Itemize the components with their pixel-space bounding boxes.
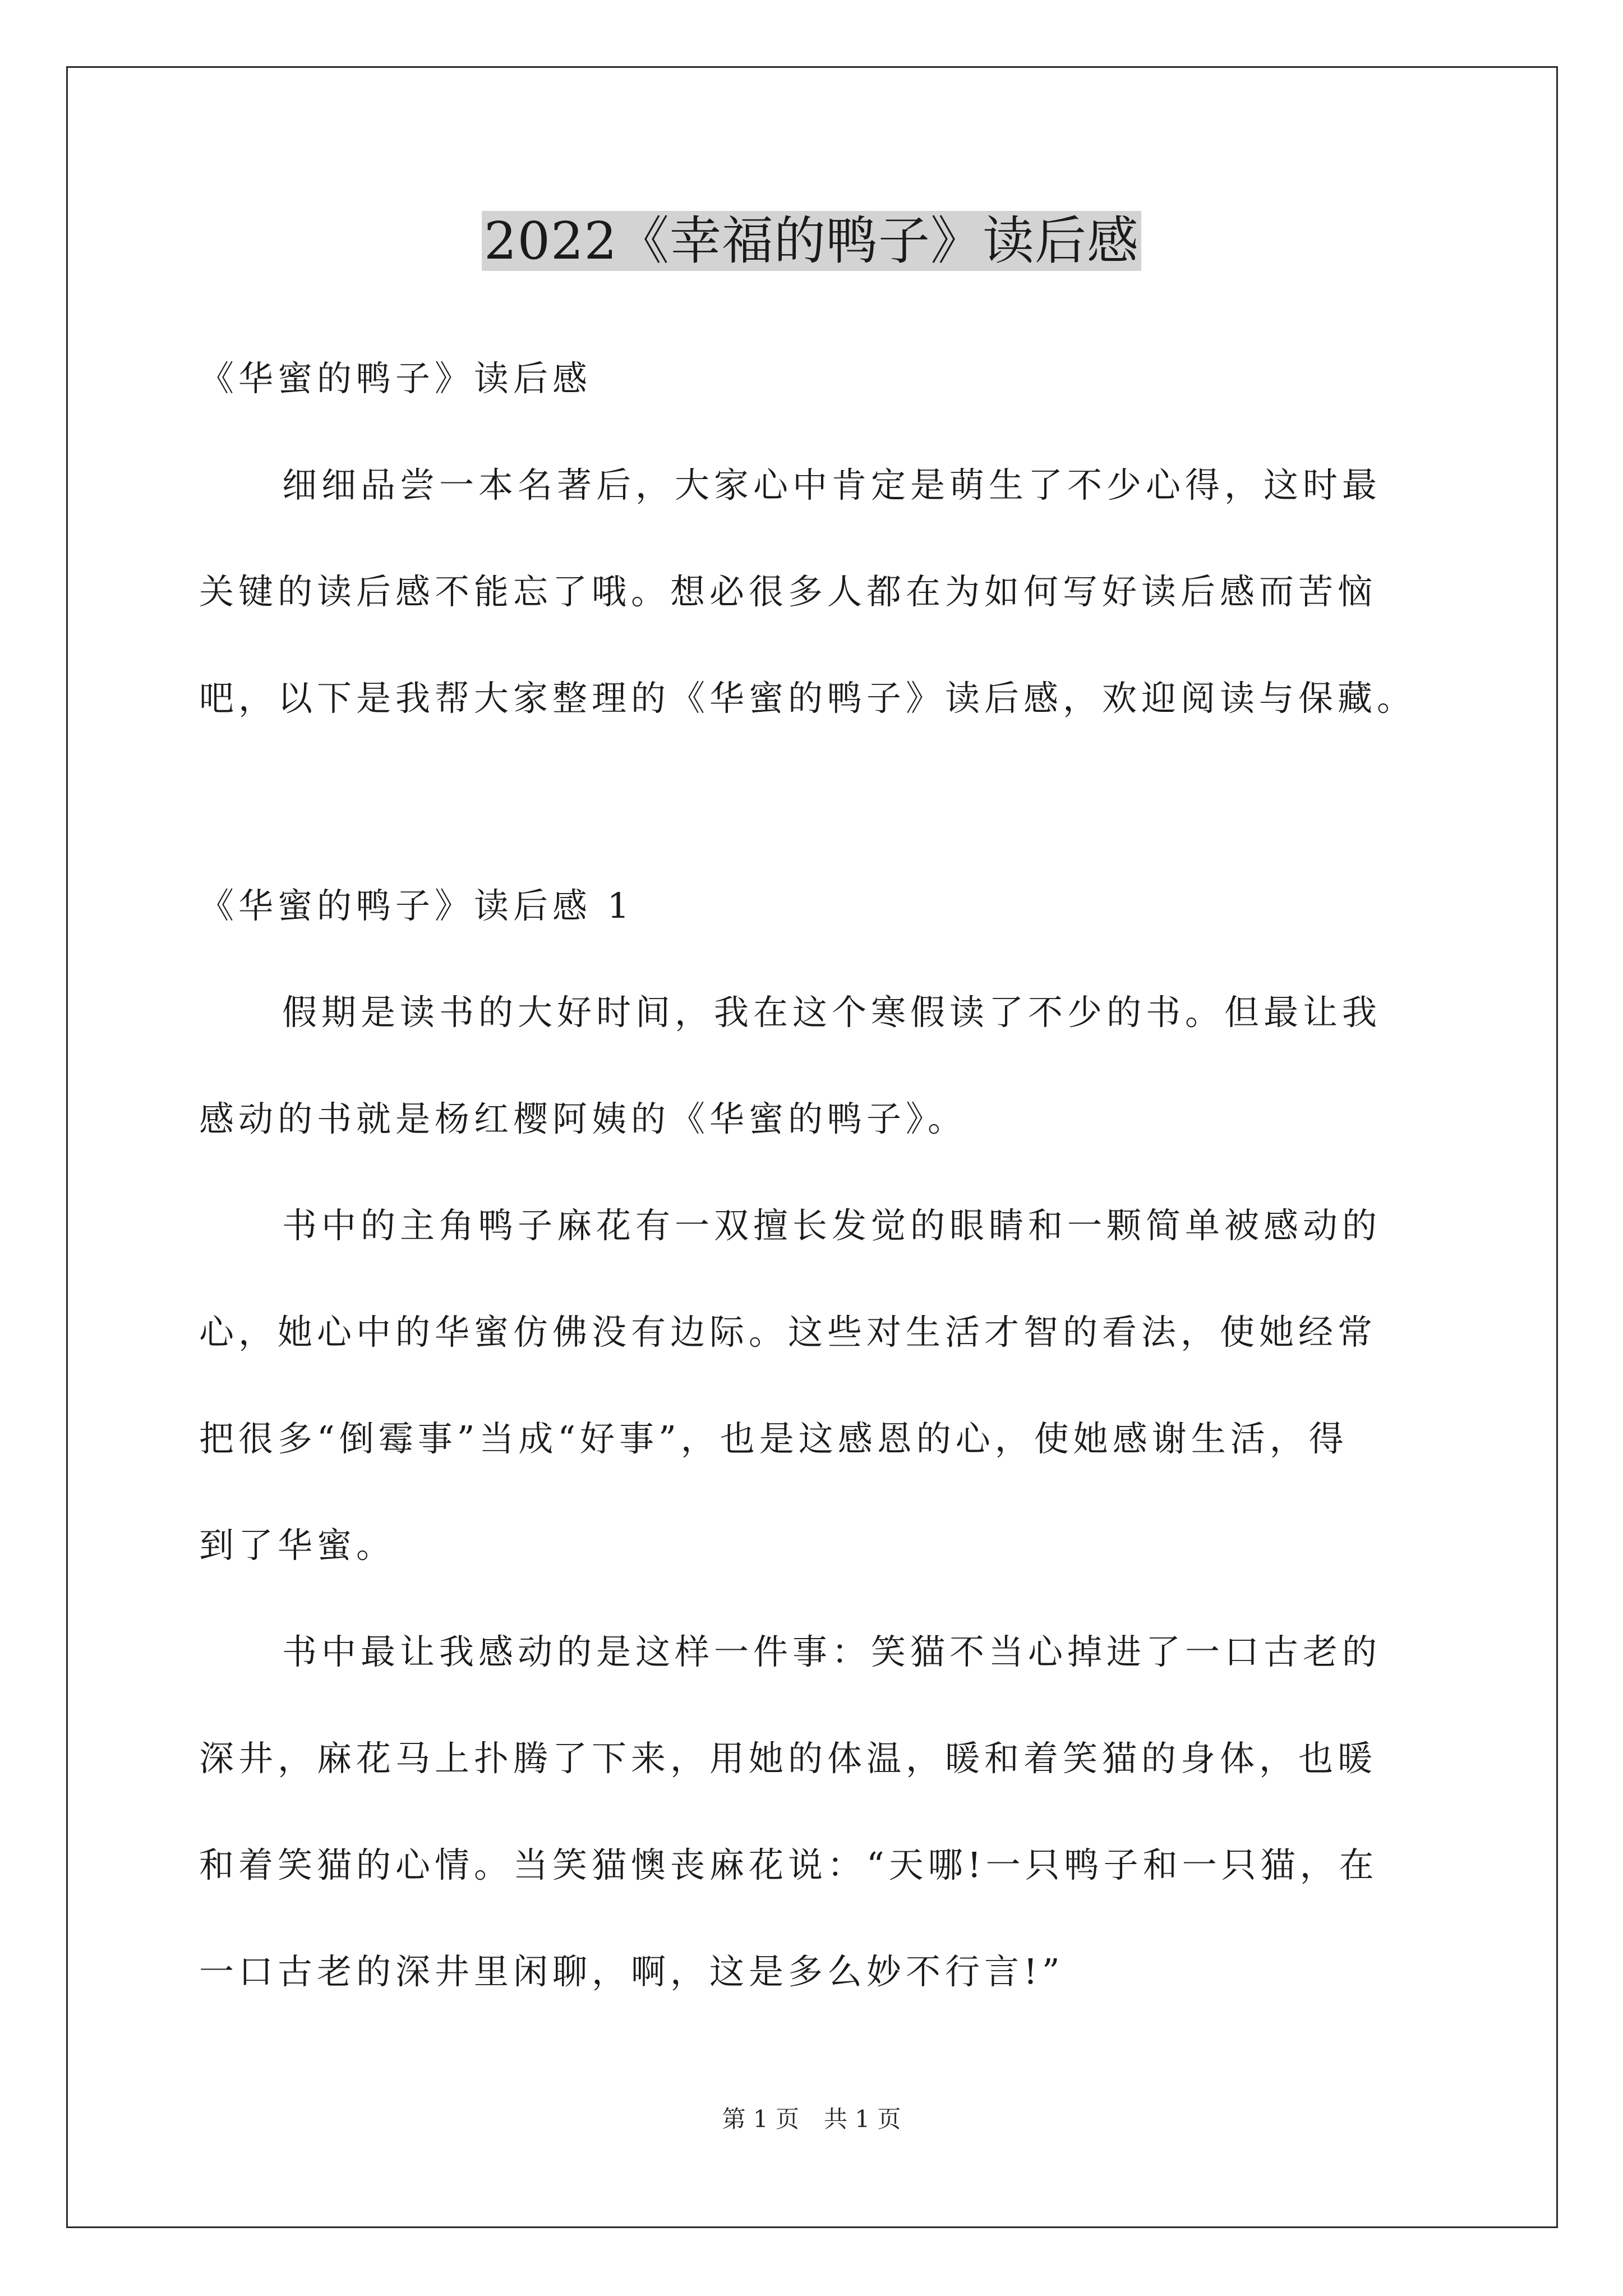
intro-line-3: 吧，以下是我帮大家整理的《华蜜的鸭子》读后感，欢迎阅读与保藏。 [199,678,1417,719]
page-total: 共 1 页 [824,2105,901,2133]
para2-line-4: 到了华蜜。 [199,1525,396,1566]
para3-line-3: 和着笑猫的心情。当笑猫懊丧麻花说：“天哪!一只鸭子和一只猫，在 [199,1844,1378,1885]
intro-line-1: 细细品尝一本名著后，大家心中肯定是萌生了不少心得，这时最 [282,464,1382,505]
para2-line-1: 书中的主角鸭子麻花有一双擅长发觉的眼睛和一颗简单被感动的 [282,1205,1382,1246]
para2-line-3: 把很多“倒霉事”当成“好事”，也是这感恩的心，使她感谢生活，得 [199,1418,1348,1459]
section-heading: 《华蜜的鸭子》读后感 1 [199,885,634,926]
intro-line-2: 关键的读后感不能忘了哦。想必很多人都在为如何写好读后感而苦恼 [199,571,1377,612]
para3-line-4: 一口古老的深井里闲聊，啊，这是多么妙不行言!” [199,1951,1064,1992]
para1-line-2: 感动的书就是杨红樱阿姨的《华蜜的鸭子》。 [199,1098,967,1139]
para1-line-1: 假期是读书的大好时间，我在这个寒假读了不少的书。但最让我 [282,992,1382,1033]
para3-line-1: 书中最让我感动的是这样一件事：笑猫不当心掉进了一口古老的 [282,1631,1382,1672]
document-title-text: 2022《幸福的鸭子》读后感 [482,211,1141,271]
document-title [0,202,1623,280]
subtitle: 《华蜜的鸭子》读后感 [199,358,592,399]
para2-line-2: 心，她心中的华蜜仿佛没有边际。这些对生活才智的看法，使她经常 [199,1312,1377,1352]
page-footer [0,2102,1623,2136]
page-number: 第 1 页 [722,2105,799,2133]
para3-line-2: 深井，麻花马上扑腾了下来，用她的体温，暖和着笑猫的身体，也暖 [199,1738,1377,1779]
